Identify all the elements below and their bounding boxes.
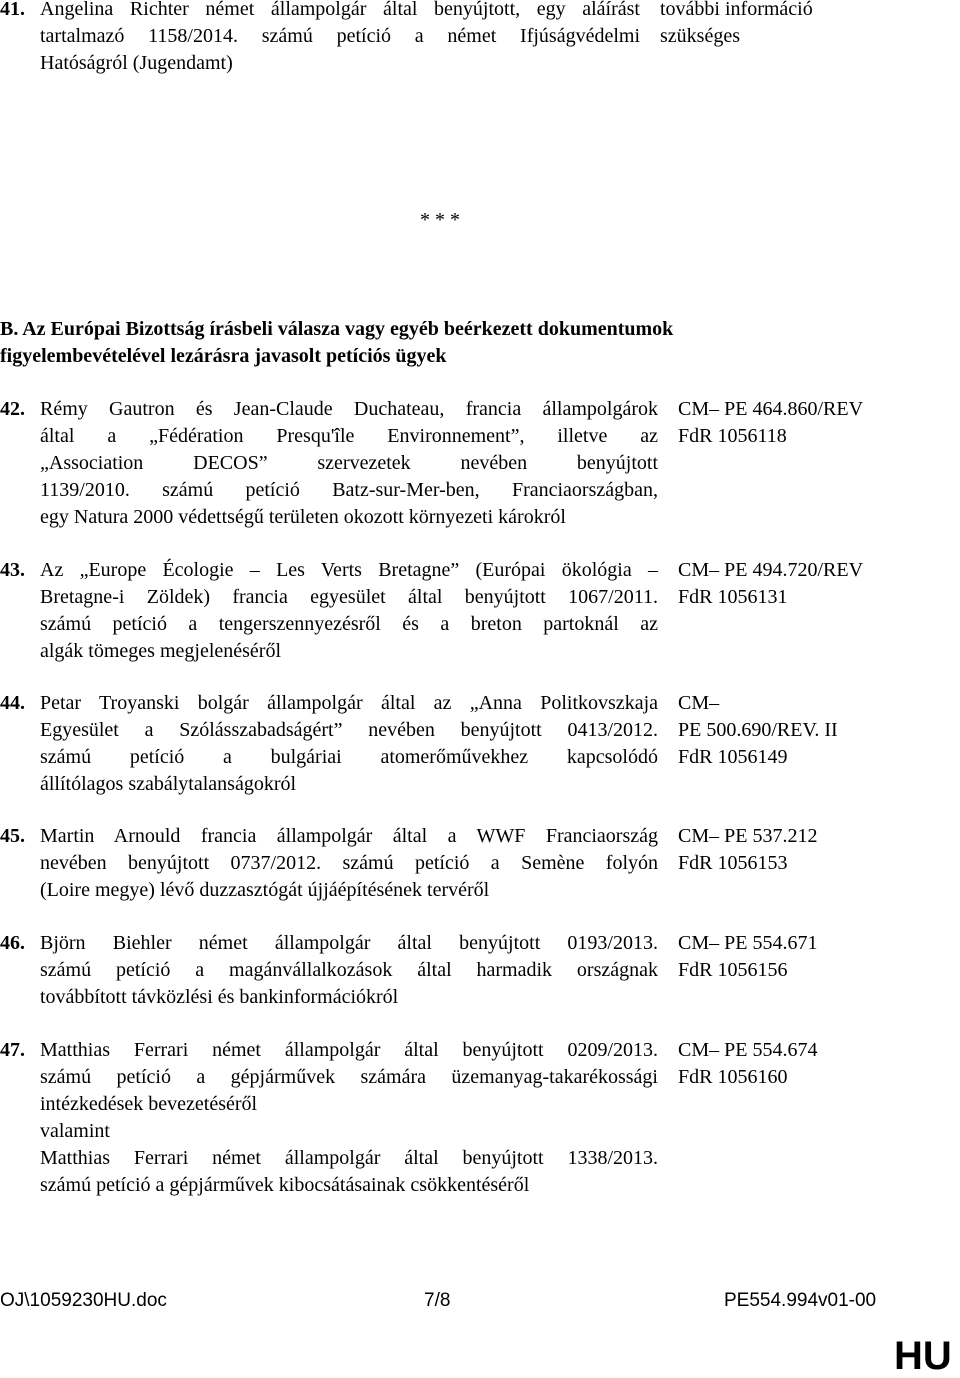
item-text <box>40 557 658 665</box>
reference-line: további információ <box>660 0 813 20</box>
reference-line: FdR 1056131 <box>678 586 788 608</box>
item-text <box>40 396 658 531</box>
reference-line: CM– PE 554.671 <box>678 932 818 954</box>
item-line: továbbított távközlési és bankinformációkról <box>40 986 399 1008</box>
item-number: 44. <box>0 692 25 714</box>
section-heading-line: figyelembevételével lezárásra javasolt petíciós ügyek <box>0 345 447 367</box>
item-line: számú petíció a tengerszennyezésről és a breton partoknál az <box>40 613 658 635</box>
item-text <box>40 0 640 77</box>
item-line: Matthias Ferrari német állampolgár által benyújtott 0209/2013. <box>40 1039 658 1061</box>
footer-pe-ref: PE554.994v01-00 <box>724 1290 877 1311</box>
item-number: 43. <box>0 559 25 581</box>
reference-line: FdR 1056160 <box>678 1066 788 1088</box>
item-reference <box>660 0 930 50</box>
reference-line: PE 500.690/REV. II <box>678 719 838 741</box>
item-line: „Association DECOS” szervezetek nevében benyújtott <box>40 452 658 474</box>
reference-line: szükséges <box>660 25 740 47</box>
item-text <box>40 1037 658 1199</box>
item-line: Matthias Ferrari német állampolgár által benyújtott 1338/2013. <box>40 1147 658 1169</box>
item-text <box>40 690 658 798</box>
reference-line: FdR 1056156 <box>678 959 788 981</box>
section-heading <box>0 316 673 370</box>
item-line: által a „Fédération Presqu'île Environnement”, illetve az <box>40 425 658 447</box>
item-line: (Loire megye) lévő duzzasztógát újjáépítésének tervéről <box>40 879 490 901</box>
item-number: 47. <box>0 1039 25 1061</box>
item-reference <box>678 557 948 611</box>
reference-line: FdR 1056149 <box>678 746 788 768</box>
item-line: állítólagos szabálytalanságokról <box>40 773 297 795</box>
item-line: Martin Arnould francia állampolgár által a WWF Franciaország <box>40 825 658 847</box>
item-line: egy Natura 2000 védettségű területen okozott környezeti károkról <box>40 506 566 528</box>
reference-line: CM– <box>678 692 720 714</box>
item-line: számú petíció a magánvállalkozások által harmadik országnak <box>40 959 658 981</box>
item-text <box>40 823 658 904</box>
item-line: számú petíció a gépjárművek kibocsátásainak csökkentéséről <box>40 1174 530 1196</box>
reference-line: FdR 1056118 <box>678 425 787 447</box>
item-line: számú petíció a bulgáriai atomerőművekhez kapcsolódó <box>40 746 658 768</box>
item-number: 45. <box>0 825 25 847</box>
reference-line: CM– PE 537.212 <box>678 825 818 847</box>
item-number: 42. <box>0 398 25 420</box>
item-number: 41. <box>0 0 25 20</box>
item-line: Hatóságról (Jugendamt) <box>40 52 233 74</box>
item-reference <box>678 1037 948 1091</box>
section-heading-line: B. Az Európai Bizottság írásbeli válasza vagy egyéb beérkezett dokumentumok <box>0 318 674 340</box>
section-separator: * * * <box>420 209 460 231</box>
item-line: Bretagne-i Zöldek) francia egyesület által benyújtott 1067/2011. <box>40 586 658 608</box>
item-reference <box>678 396 948 450</box>
item-line: Petar Troyanski bolgár állampolgár által az „Anna Politkovszkaja <box>40 692 658 714</box>
item-line: tartalmazó 1158/2014. számú petíció a német Ifjúságvédelmi <box>40 25 640 47</box>
reference-line: CM– PE 554.674 <box>678 1039 818 1061</box>
item-line: intézkedések bevezetéséről <box>40 1093 258 1115</box>
item-line: Angelina Richter német állampolgár által benyújtott, egy aláírást <box>40 0 640 20</box>
item-reference <box>678 690 948 771</box>
reference-line: CM– PE 494.720/REV <box>678 559 864 581</box>
item-line: Rémy Gautron és Jean-Claude Duchateau, francia állampolgárok <box>40 398 658 420</box>
language-code: HU <box>894 1334 952 1378</box>
footer-page-number: 7/8 <box>424 1290 451 1311</box>
item-reference <box>678 823 948 877</box>
item-line: Az „Europe Écologie – Les Verts Bretagne” (Európai ökológia – <box>40 559 658 581</box>
item-line: valamint <box>40 1120 110 1142</box>
footer-doc-ref: OJ\1059230HU.doc <box>0 1290 167 1311</box>
item-line: Björn Biehler német állampolgár által benyújtott 0193/2013. <box>40 932 658 954</box>
item-line: algák tömeges megjelenéséről <box>40 640 282 662</box>
item-number: 46. <box>0 932 25 954</box>
item-text <box>40 930 658 1011</box>
reference-line: CM– PE 464.860/REV <box>678 398 864 420</box>
reference-line: FdR 1056153 <box>678 852 788 874</box>
item-line: nevében benyújtott 0737/2012. számú petíció a Semène folyón <box>40 852 658 874</box>
item-line: 1139/2010. számú petíció Batz-sur-Mer-ben, Franciaországban, <box>40 479 658 501</box>
item-line: számú petíció a gépjárművek számára üzemanyag-takarékossági <box>40 1066 658 1088</box>
item-line: Egyesület a Szólásszabadságért” nevében benyújtott 0413/2012. <box>40 719 658 741</box>
item-reference <box>678 930 948 984</box>
